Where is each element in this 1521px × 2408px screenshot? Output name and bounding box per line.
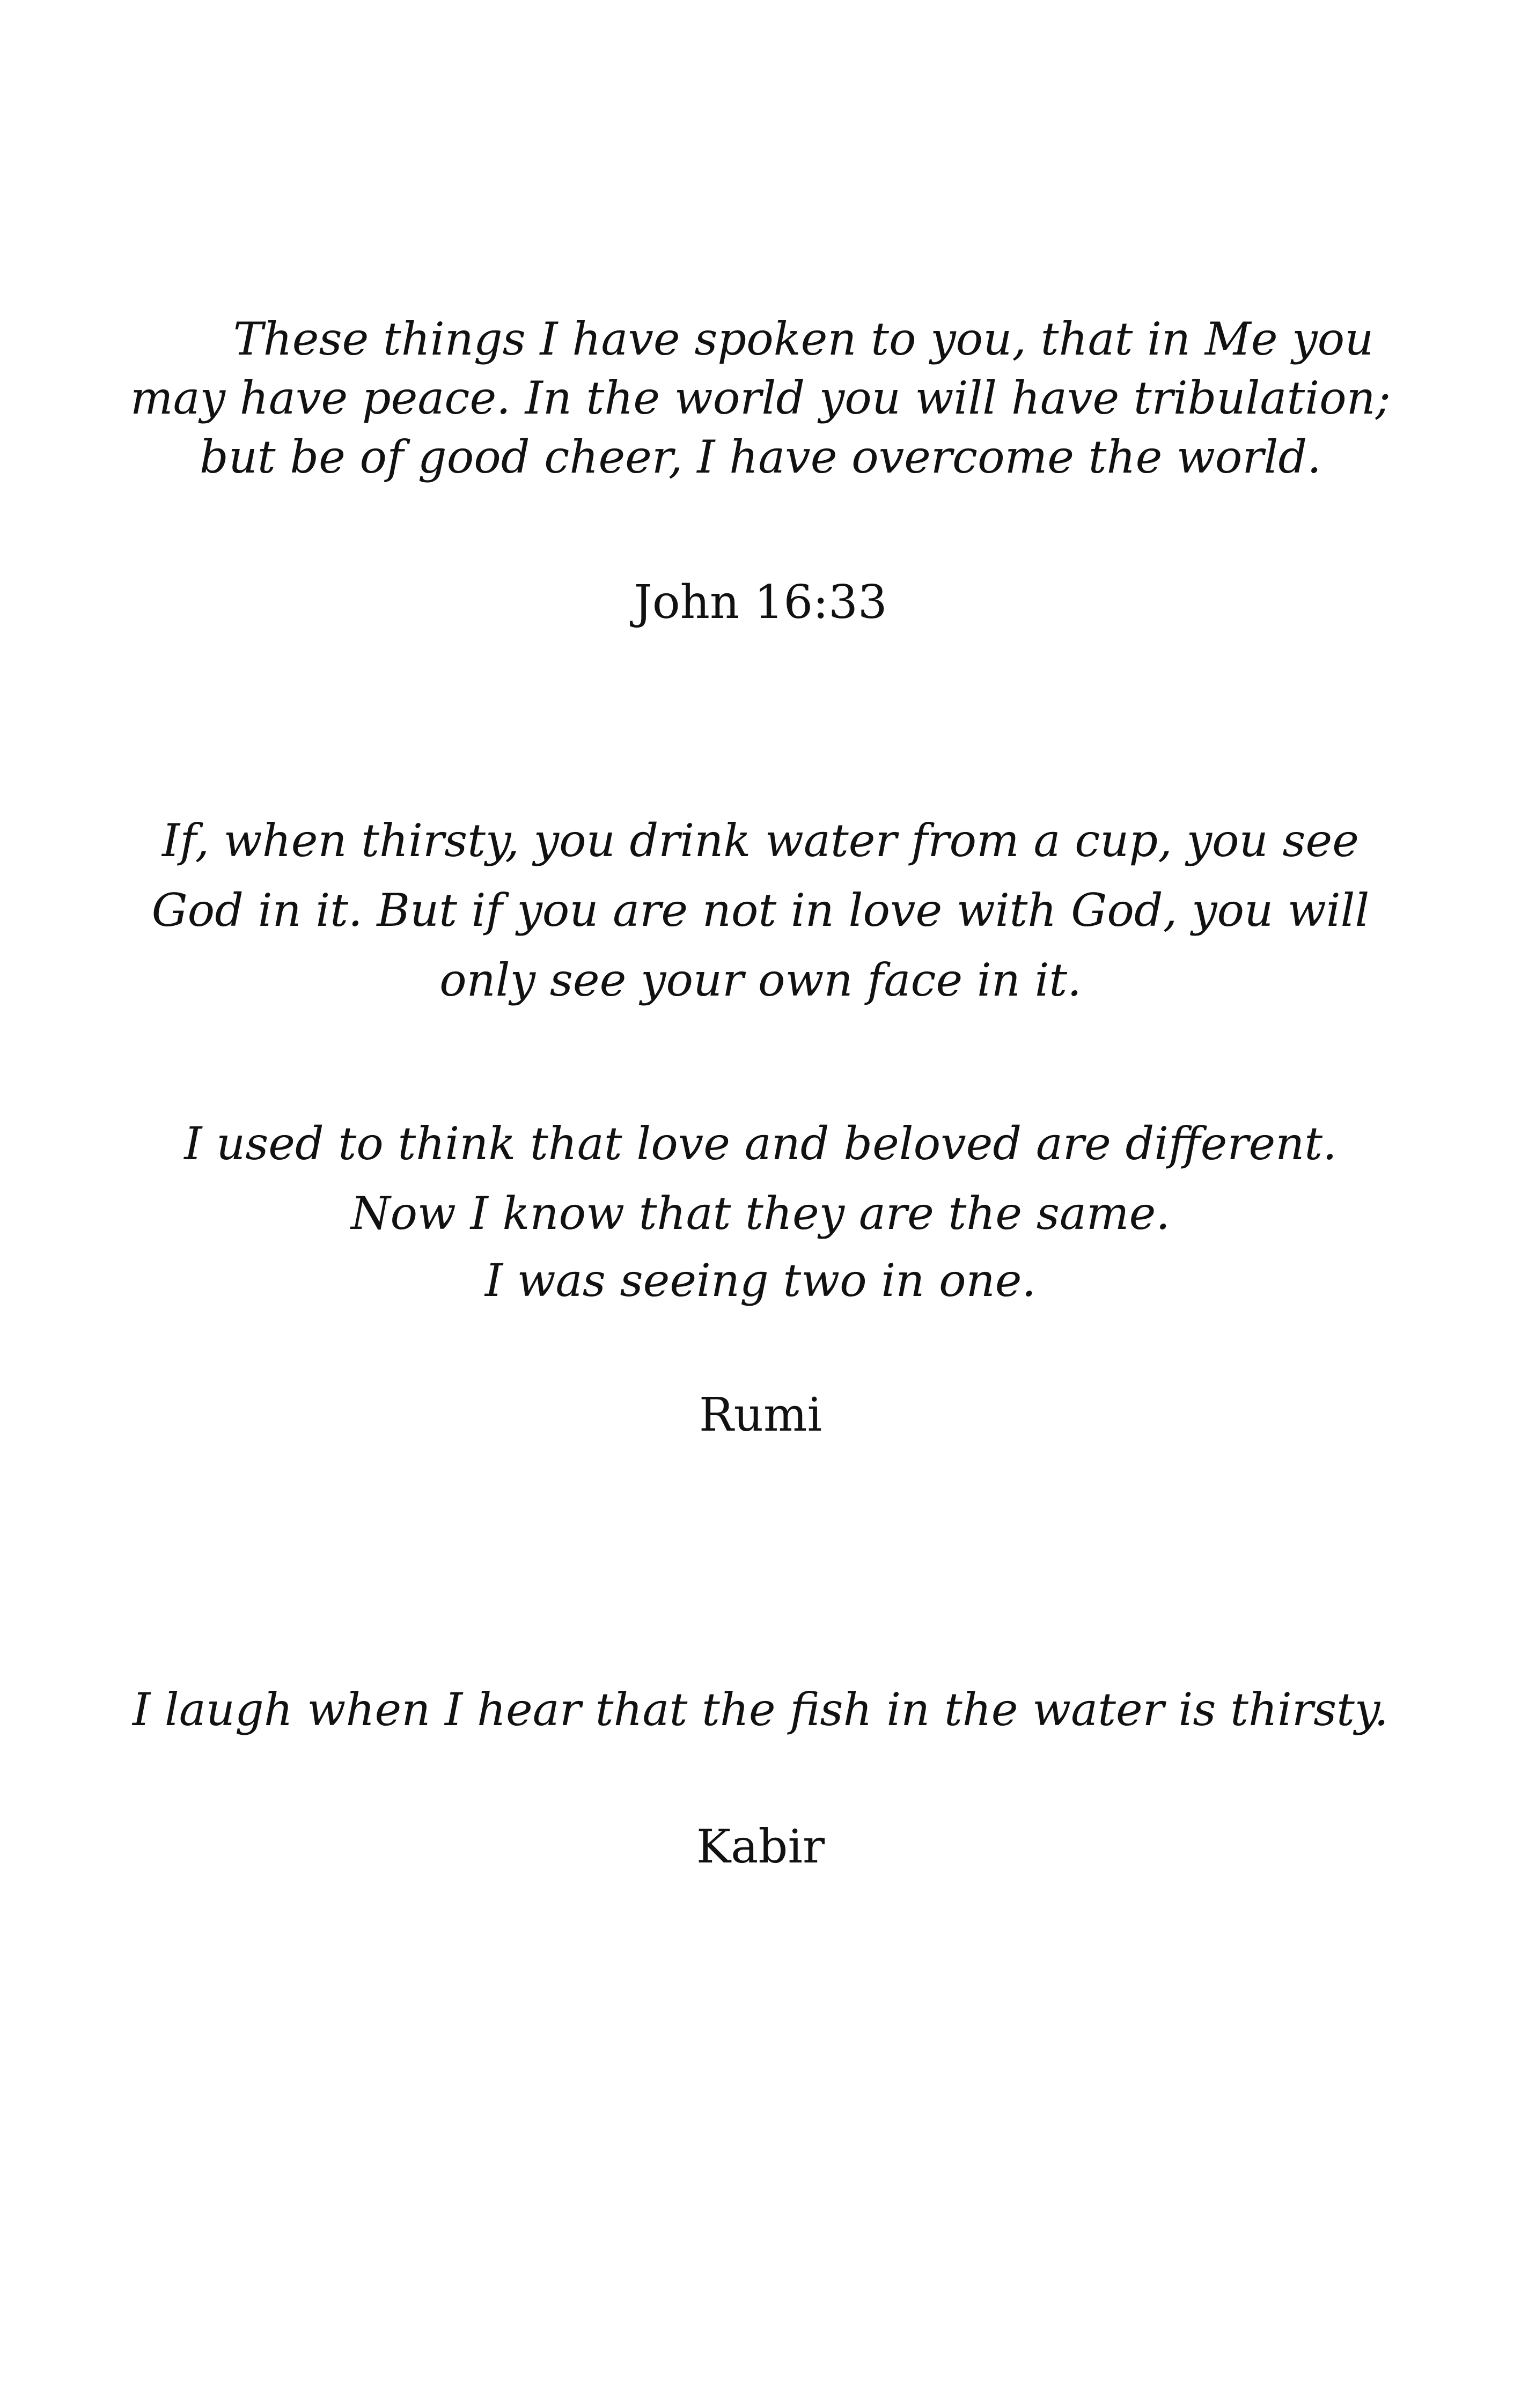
quote-1-line-2: may have peace. In the world you will have tribulation; <box>130 372 1391 424</box>
quote-3-line-1: I used to think that love and beloved are different. <box>184 1117 1337 1170</box>
quote-4-attribution: Kabir <box>696 1820 825 1874</box>
quote-3-attribution: Rumi <box>699 1388 822 1442</box>
quote-1-line-1: These things I have spoken to you, that in Me you <box>233 313 1374 365</box>
quote-1-attribution: John 16:33 <box>634 576 887 629</box>
quote-3-line-3: I was seeing two in one. <box>484 1254 1037 1307</box>
quote-2-line-1: If, when thirsty, you drink water from a cup, you see <box>162 814 1359 867</box>
quote-4-line-1: I laugh when I hear that the fish in the water is thirsty. <box>133 1683 1388 1736</box>
quote-1-line-3: but be of good cheer, I have overcome the world. <box>200 431 1321 483</box>
quote-2-line-3: only see your own face in it. <box>439 954 1082 1006</box>
quote-3-line-2: Now I know that they are the same. <box>350 1187 1170 1240</box>
quote-2-line-2: God in it. But if you are not in love with God, you will <box>151 884 1370 937</box>
